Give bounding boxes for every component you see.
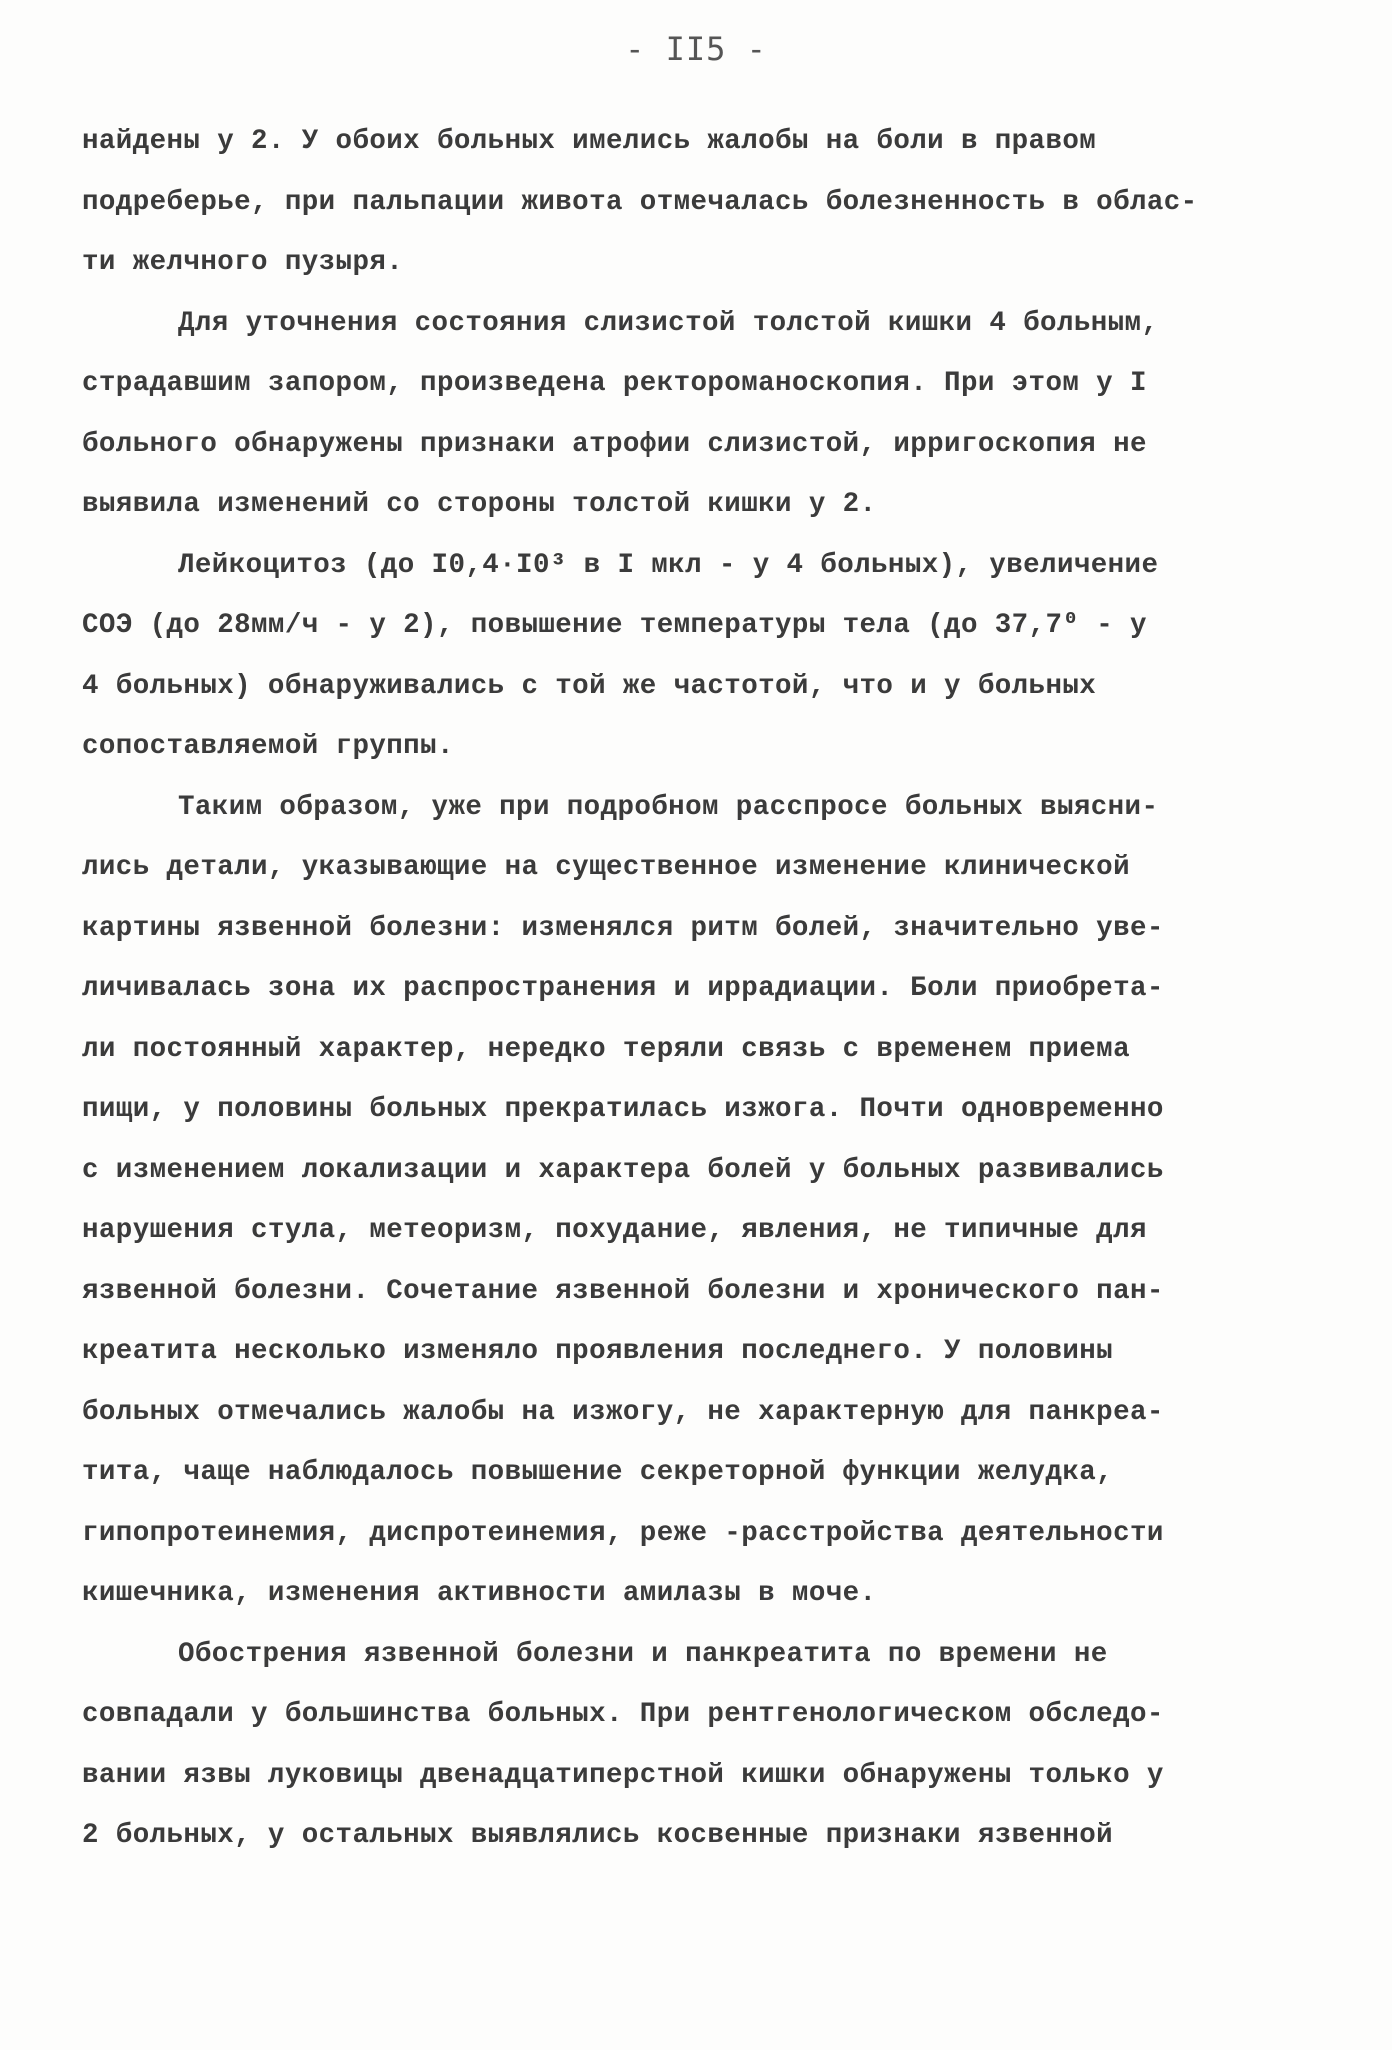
text-line: гипопротеинемия, диспротеинемия, реже -расстройства деятельности [82, 1517, 1164, 1549]
text-line: тита, чаще наблюдалось повышение секреторной функции желудка, [82, 1457, 1114, 1488]
text-line: найдены у 2. У обоих больных имелись жалобы на боли в правом [82, 126, 1097, 157]
paragraph-first-line: Лейкоцитоз (до I0,4·I0³ в I мкл - у 4 больных), увеличение [178, 549, 1159, 581]
text-line: картины язвенной болезни: изменялся ритм болей, значительно уве- [82, 912, 1164, 944]
page-number: - II5 - [625, 30, 767, 68]
text-line: страдавшим запором, произведена ректороманоскопия. При этом у I [82, 368, 1147, 399]
text-line: нарушения стула, метеоризм, похудание, явления, не типичные для [82, 1215, 1147, 1246]
text-line: личивалась зона их распространения и иррадиации. Боли приобрета- [82, 973, 1164, 1004]
text-line: с изменением локализации и характера болей у больных развивались [82, 1154, 1164, 1186]
body-text [82, 112, 1312, 1867]
text-line: язвенной болезни. Сочетание язвенной болезни и хронического пан- [82, 1275, 1164, 1307]
text-line: 2 больных, у остальных выявлялись косвенные признаки язвенной [82, 1820, 1114, 1851]
paragraph-first-line: Обострения язвенной болезни и панкреатита по времени не [178, 1638, 1108, 1670]
text-line: СОЭ (до 28мм/ч - у 2), повышение температуры тела (до 37,7⁰ - у [82, 610, 1147, 641]
text-line: вании язвы луковицы двенадцатиперстной кишки обнаружены только у [82, 1759, 1164, 1791]
text-line: лись детали, указывающие на существенное изменение клинической [82, 852, 1130, 883]
paragraph-first-line: Для уточнения состояния слизистой толстой кишки 4 больным, [178, 307, 1159, 339]
text-line: подреберье, при пальпации живота отмечалась болезненность в облас- [82, 186, 1198, 218]
text-line: выявила изменений со стороны толстой кишки у 2. [82, 489, 877, 520]
paragraph-first-line: Таким образом, уже при подробном расспросе больных выясни- [178, 791, 1159, 823]
text-line: больного обнаружены признаки атрофии слизистой, ирригоскопия не [82, 428, 1147, 460]
text-line: креатита несколько изменяло проявления последнего. У половины [82, 1336, 1114, 1367]
text-line: сопоставляемой группы. [82, 731, 454, 762]
text-line: ти желчного пузыря. [82, 247, 404, 278]
text-line: пищи, у половины больных прекратилась изжога. Почти одновременно [82, 1094, 1164, 1125]
text-line: больных отмечались жалобы на изжогу, не характерную для панкреа- [82, 1396, 1164, 1428]
text-line: кишечника, изменения активности амилазы в моче. [82, 1578, 877, 1609]
text-line: 4 больных) обнаруживались с той же частотой, что и у больных [82, 670, 1097, 702]
text-line: ли постоянный характер, нередко теряли связь с временем приема [82, 1033, 1130, 1065]
text-line: совпадали у большинства больных. При рентгенологическом обследо- [82, 1699, 1164, 1730]
